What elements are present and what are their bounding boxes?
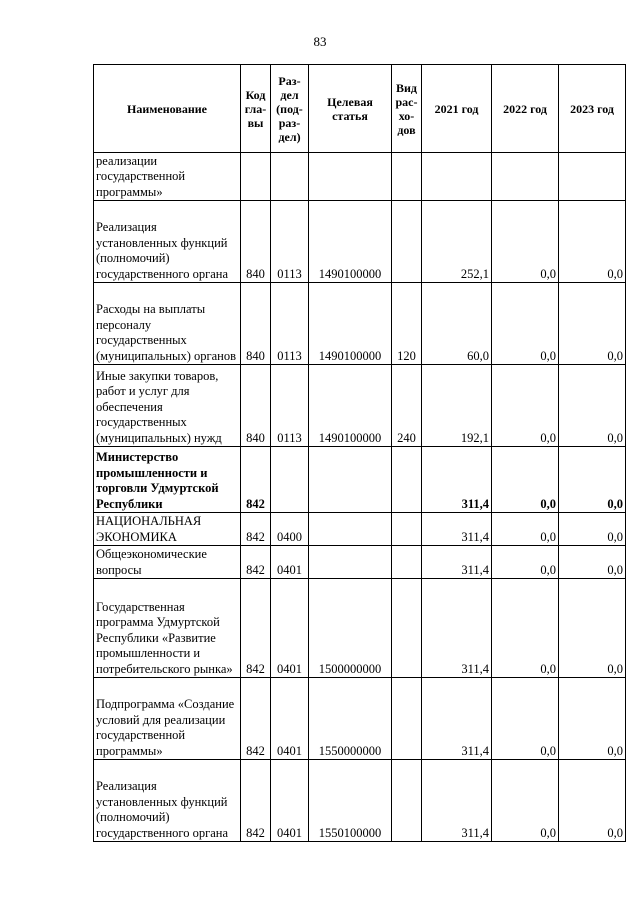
row-target: 1550100000 — [309, 760, 392, 842]
row-2022: 0,0 — [492, 579, 559, 678]
row-target: 1490100000 — [309, 365, 392, 447]
row-2021: 311,4 — [422, 546, 492, 579]
row-type — [392, 678, 422, 760]
row-2022: 0,0 — [492, 678, 559, 760]
row-name: Министерство промышленности и торговли Удмуртской Республики — [94, 447, 241, 513]
table-row — [94, 201, 626, 283]
table-row — [94, 283, 626, 365]
header-2022: 2022 год — [492, 65, 559, 153]
row-name: реализации государственной программы» — [94, 153, 241, 201]
page-number: 83 — [313, 34, 327, 49]
row-2021: 311,4 — [422, 760, 492, 842]
row-target: 1490100000 — [309, 283, 392, 365]
table-row — [94, 546, 626, 579]
row-2023 — [559, 153, 626, 201]
row-2022 — [492, 153, 559, 201]
row-name: Общеэкономические вопросы — [94, 546, 241, 579]
row-section: 0113 — [271, 283, 309, 365]
row-2023: 0,0 — [559, 283, 626, 365]
row-name: Государственная программа Удмуртской Республики «Развитие промышленности и потребительского рынка» — [94, 579, 241, 678]
row-section: 0401 — [271, 546, 309, 579]
row-type — [392, 447, 422, 513]
row-2021: 311,4 — [422, 447, 492, 513]
row-section: 0400 — [271, 513, 309, 546]
row-type — [392, 201, 422, 283]
row-2023: 0,0 — [559, 513, 626, 546]
row-type — [392, 546, 422, 579]
header-2021: 2021 год — [422, 65, 492, 153]
row-target — [309, 153, 392, 201]
row-2021: 60,0 — [422, 283, 492, 365]
row-target: 1550000000 — [309, 678, 392, 760]
row-code: 842 — [241, 546, 271, 579]
row-code — [241, 153, 271, 201]
row-target — [309, 513, 392, 546]
row-type: 120 — [392, 283, 422, 365]
row-2022: 0,0 — [492, 283, 559, 365]
row-section: 0113 — [271, 201, 309, 283]
row-2023: 0,0 — [559, 447, 626, 513]
row-2021 — [422, 153, 492, 201]
row-2021: 252,1 — [422, 201, 492, 283]
row-2023: 0,0 — [559, 579, 626, 678]
header-type: Вид рас-хо-дов — [392, 65, 422, 153]
row-target: 1490100000 — [309, 201, 392, 283]
row-code: 840 — [241, 201, 271, 283]
row-section: 0401 — [271, 760, 309, 842]
row-section: 0401 — [271, 678, 309, 760]
row-2022: 0,0 — [492, 760, 559, 842]
row-2023: 0,0 — [559, 546, 626, 579]
budget-table — [93, 64, 626, 842]
table-row — [94, 513, 626, 546]
row-type — [392, 513, 422, 546]
row-2022: 0,0 — [492, 201, 559, 283]
row-2022: 0,0 — [492, 513, 559, 546]
row-section: 0401 — [271, 579, 309, 678]
header-name: Наименование — [94, 65, 241, 153]
header-target: Целевая статья — [309, 65, 392, 153]
row-target: 1500000000 — [309, 579, 392, 678]
table-row — [94, 579, 626, 678]
row-code: 842 — [241, 513, 271, 546]
row-target — [309, 546, 392, 579]
table-row — [94, 447, 626, 513]
row-2021: 192,1 — [422, 365, 492, 447]
row-type — [392, 579, 422, 678]
row-name: НАЦИОНАЛЬНАЯ ЭКОНОМИКА — [94, 513, 241, 546]
row-code: 842 — [241, 447, 271, 513]
row-section — [271, 153, 309, 201]
row-2022: 0,0 — [492, 546, 559, 579]
table-row — [94, 760, 626, 842]
row-2022: 0,0 — [492, 447, 559, 513]
row-2021: 311,4 — [422, 678, 492, 760]
row-2021: 311,4 — [422, 579, 492, 678]
row-code: 842 — [241, 579, 271, 678]
row-code: 842 — [241, 760, 271, 842]
row-2022: 0,0 — [492, 365, 559, 447]
table-header-row — [94, 65, 626, 153]
row-code: 840 — [241, 283, 271, 365]
row-2023: 0,0 — [559, 760, 626, 842]
table-row — [94, 365, 626, 447]
row-name: Реализация установленных функций (полномочий) государственного органа — [94, 201, 241, 283]
row-2023: 0,0 — [559, 678, 626, 760]
row-type — [392, 760, 422, 842]
row-section: 0113 — [271, 365, 309, 447]
row-code: 842 — [241, 678, 271, 760]
row-2021: 311,4 — [422, 513, 492, 546]
row-name: Реализация установленных функций (полномочий) государственного органа — [94, 760, 241, 842]
table-row — [94, 678, 626, 760]
row-name: Иные закупки товаров, работ и услуг для обеспечения государственных (муниципальных) нужд — [94, 365, 241, 447]
row-name: Подпрограмма «Создание условий для реализации государственной программы» — [94, 678, 241, 760]
row-section — [271, 447, 309, 513]
row-type: 240 — [392, 365, 422, 447]
row-type — [392, 153, 422, 201]
row-code: 840 — [241, 365, 271, 447]
row-2023: 0,0 — [559, 365, 626, 447]
header-2023: 2023 год — [559, 65, 626, 153]
header-code: Код гла-вы — [241, 65, 271, 153]
row-target — [309, 447, 392, 513]
header-section: Раз-дел (под-раз-дел) — [271, 65, 309, 153]
row-2023: 0,0 — [559, 201, 626, 283]
table-row — [94, 153, 626, 201]
row-name: Расходы на выплаты персоналу государственных (муниципальных) органов — [94, 283, 241, 365]
